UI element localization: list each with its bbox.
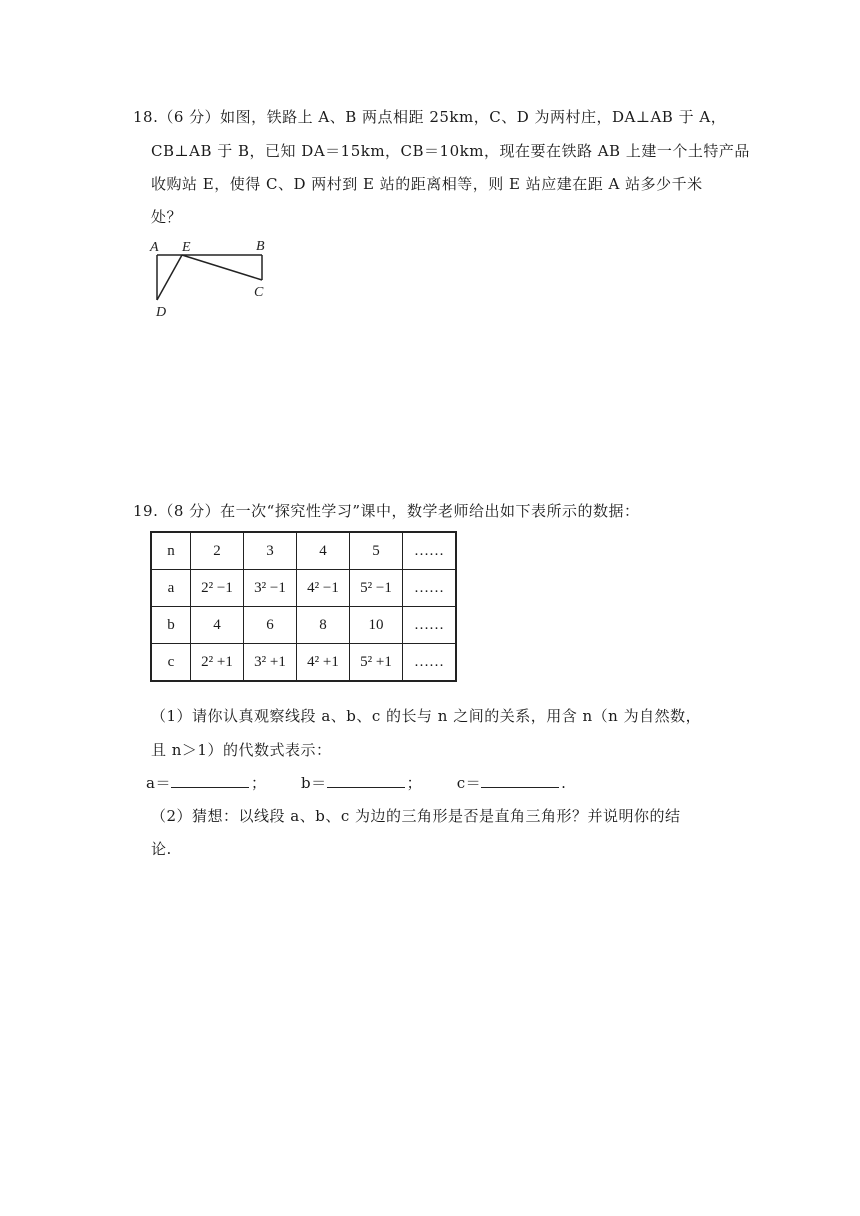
- segment-de: [157, 255, 182, 300]
- table-row: [151, 607, 456, 644]
- table-cell: 4² +1: [297, 644, 350, 682]
- table-row: [151, 532, 456, 570]
- table-cell: 5² +1: [350, 644, 403, 682]
- table-row-header: a: [151, 570, 191, 607]
- table-cell: ……: [403, 607, 457, 644]
- answer-sep-1: ；: [250, 774, 267, 792]
- table-cell: 4: [297, 532, 350, 570]
- table-cell: 2² +1: [191, 644, 244, 682]
- answer-b-blank[interactable]: [327, 773, 405, 788]
- q18-line-4: 处？: [151, 208, 183, 226]
- table-cell: 5: [350, 532, 403, 570]
- q19-part1-line-2: 且 n＞1）的代数式表示：: [151, 741, 332, 759]
- q19-part1-line-1: （1）请你认真观察线段 a、b、c 的长与 n 之间的关系，用含 n（n 为自然数，: [151, 707, 702, 725]
- answer-end: .: [561, 774, 567, 792]
- table-row: [151, 570, 456, 607]
- q18-geometry-figure: [140, 236, 280, 321]
- table-cell: 8: [297, 607, 350, 644]
- label-c: C: [254, 285, 264, 300]
- table-cell: 6: [244, 607, 297, 644]
- table-cell: ……: [403, 532, 457, 570]
- answer-b-label: b＝: [301, 774, 327, 792]
- table-cell: 4: [191, 607, 244, 644]
- answer-c-label: c＝: [456, 774, 482, 792]
- table-cell: 3: [244, 532, 297, 570]
- table-cell: 3² +1: [244, 644, 297, 682]
- label-a: A: [150, 240, 159, 255]
- answer-a-label: a＝: [146, 774, 171, 792]
- q18-line-1: 18.（6 分）如图，铁路上 A、B 两点相距 25km，C、D 为两村庄，DA⊥AB 于 A，: [133, 108, 727, 126]
- label-b: B: [256, 239, 265, 254]
- table-cell: 10: [350, 607, 403, 644]
- table-row-header: n: [151, 532, 191, 570]
- answer-c-blank[interactable]: [481, 773, 559, 788]
- q19-part2-line-1: （2）猜想：以线段 a、b、c 为边的三角形是否是直角三角形？并说明你的结: [151, 807, 681, 825]
- q19-answer-row: [146, 772, 566, 793]
- table-cell: 2² −1: [191, 570, 244, 607]
- segment-ec: [182, 255, 262, 280]
- answer-a-blank[interactable]: [171, 773, 249, 788]
- table-row-header: c: [151, 644, 191, 682]
- table-row-header: b: [151, 607, 191, 644]
- table-cell: ……: [403, 644, 457, 682]
- table-cell: ……: [403, 570, 457, 607]
- table-cell: 4² −1: [297, 570, 350, 607]
- label-e: E: [182, 240, 191, 255]
- table-row: [151, 644, 456, 682]
- answer-sep-2: ；: [406, 774, 423, 792]
- q19-data-table: [150, 531, 457, 682]
- q19-intro: 19.（8 分）在一次“探究性学习”课中，数学老师给出如下表所示的数据：: [133, 502, 640, 520]
- q19-part2-line-2: 论.: [151, 840, 172, 858]
- table-cell: 5² −1: [350, 570, 403, 607]
- table-cell: 2: [191, 532, 244, 570]
- q18-line-3: 收购站 E，使得 C、D 两村到 E 站的距离相等，则 E 站应建在距 A 站多少千米: [151, 175, 703, 193]
- label-d: D: [156, 305, 167, 320]
- table-cell: 3² −1: [244, 570, 297, 607]
- q18-line-2: CB⊥AB 于 B，已知 DA＝15km，CB＝10km，现在要在铁路 AB 上建一个土特产品: [151, 142, 750, 160]
